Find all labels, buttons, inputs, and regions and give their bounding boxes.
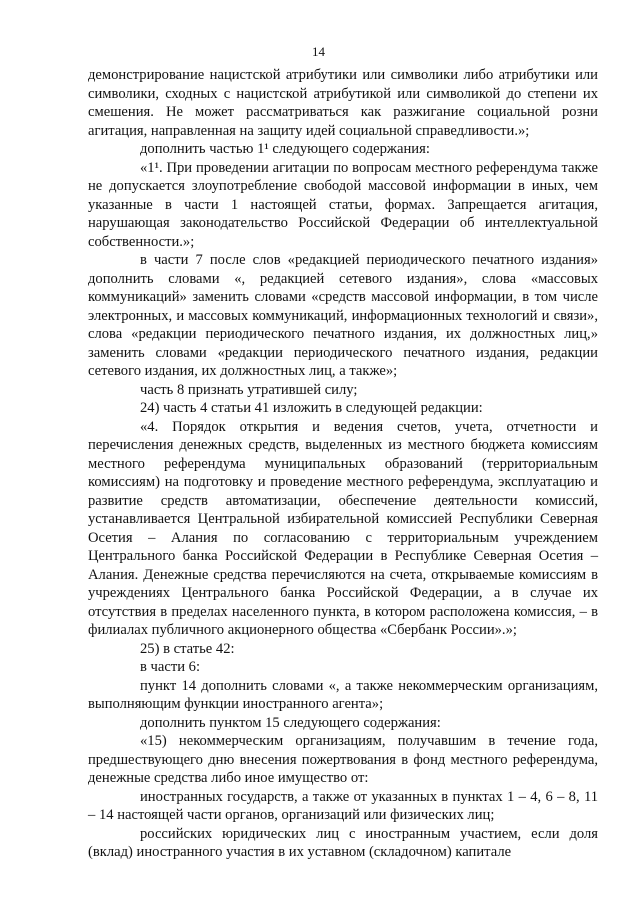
paragraph: иностранных государств, а также от указанных в пунктах 1 – 4, 6 – 8, 11 – 14 настоящей части органов, организаций или физических лиц; <box>88 788 598 823</box>
paragraph: дополнить частью 1¹ следующего содержания: <box>140 141 430 157</box>
paragraph: пункт 14 дополнить словами «, а также некоммерческим организациям, выполняющим функции иностранного агента»; <box>88 677 598 712</box>
paragraph: дополнить пунктом 15 следующего содержания: <box>140 714 441 731</box>
paragraph: «4. Порядок открытия и ведения счетов, учета, отчетности и перечисления денежных средств, выделенных из местного бюджета комиссиям местного референдума муниципальных образований (территориальным комиссиям) на подготовку и проведение местного референдума, эксплуатацию и развитие средств автоматизации, обеспечение деятельности комиссий, устанавливается Центральной избирательной комиссией Республики Северная Осетия – Алания по согласованию с территориальным учреждением Центрального банка Российской Федерации в Республике Северная Осетия – Алания. Денежные средства перечисляются на счета, открываемые комиссиям в учреждениях Центрального банка Российской Федерации, а в случае их отсутствия в пределах населенного пункта, в котором расположена комиссия, – в филиалах публичного акционерного общества «Сбербанк России».»; <box>88 418 598 638</box>
paragraph: 25) в статье 42: <box>140 640 235 657</box>
paragraph: в части 7 после слов «редакцией периодического печатного издания» дополнить словами «, редакцией сетевого издания», слова «массовых коммуникаций» заменить словами «средств массовой информации, в том числе электронных, и массовых коммуникаций, информационных технологий и связи», слова «редакции периодического печатного издания, их должностных лиц,» заменить словами «редакции периодического печатного издания, редакции сетевого издания, их должностных лиц, а также»; <box>88 252 598 379</box>
paragraph: 24) часть 4 статьи 41 изложить в следующей редакции: <box>140 400 483 416</box>
paragraph: в части 6: <box>140 659 201 675</box>
page-number: 14 <box>312 44 325 59</box>
paragraph: демонстрирование нацистской атрибутики или символики либо атрибутики или символики, сходных с нацистской атрибутикой или символикой до степени их смешения. Не может рассматриваться как разжигание социальной розни агитация, направленная на защиту идей социальной справедливости.»; <box>88 67 598 139</box>
paragraph: «15) некоммерческим организациям, получавшим в течение года, предшествующего дню внесения пожертвования в фонд местного референдума, денежные средства либо иное имущество от: <box>88 733 598 786</box>
paragraph: российских юридических лиц с иностранным участием, если доля (вклад) иностранного участия в их уставном (складочном) капитале <box>88 825 598 860</box>
document-body <box>88 66 598 862</box>
paragraph: часть 8 признать утратившей силу; <box>140 381 358 398</box>
paragraph: «1¹. При проведении агитации по вопросам местного референдума также не допускается злоупотребление свободой массовой информации в иных, чем указанные в части 1 настоящей статьи, формах. Запрещается агитация, нарушающая законодательство Российской Федерации об интеллектуальной собственности.»; <box>88 159 598 250</box>
